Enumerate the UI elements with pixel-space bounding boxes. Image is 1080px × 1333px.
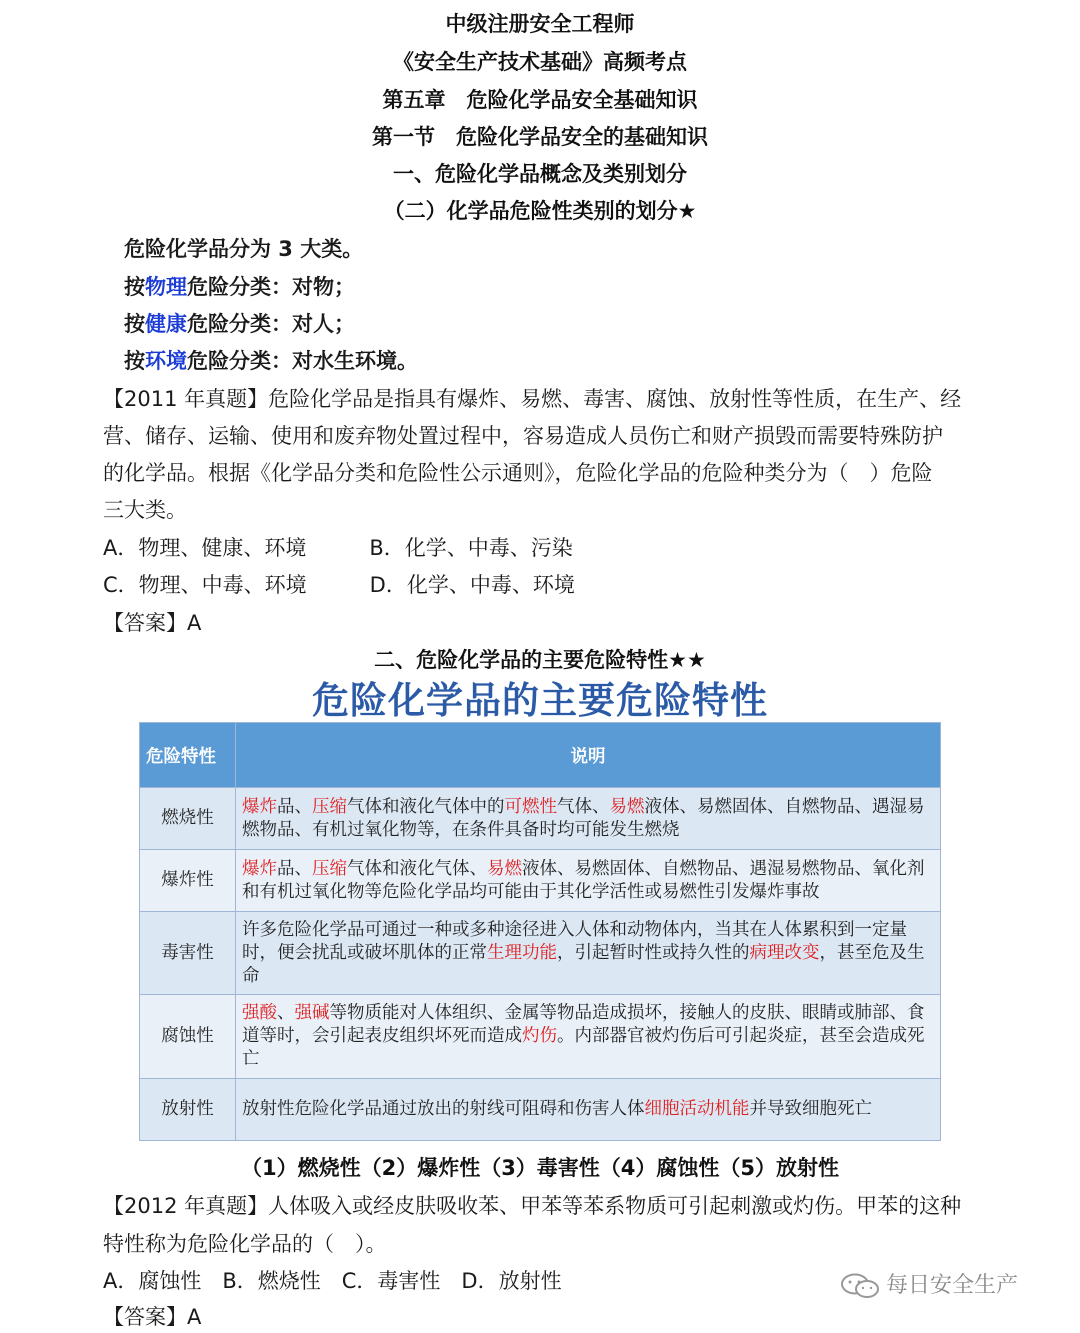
hazard-name-cell: 放射性 — [140, 1079, 236, 1141]
hazard-description-cell — [236, 788, 941, 850]
highlight-text: 易燃 — [487, 858, 522, 879]
highlight-text: 强碱 — [294, 1003, 330, 1023]
hazard-table-title: 危险化学品的主要危险特性 — [312, 679, 768, 722]
highlight-text: 灼伤 — [522, 1026, 557, 1046]
classification-item: 按健康危险分类：对人； — [124, 312, 355, 336]
q2012-answer: 【答案】A — [103, 1305, 202, 1329]
table-header-row — [140, 723, 941, 788]
description-text: 许多危险化学品可通过一种或多种途径进入人体和动物体内，当其在人体累积到一定量时，便会扰乱或破坏肌体的正常 — [242, 919, 907, 963]
doc-title: 中级注册安全工程师 — [445, 12, 635, 36]
table-row — [140, 912, 941, 995]
highlight-text: 强酸 — [242, 1003, 277, 1023]
hazard-name-cell: 毒害性 — [140, 912, 236, 995]
highlight-text: 可燃性 — [504, 796, 557, 817]
description-text: ，引起暂时性或持久性的 — [557, 942, 750, 963]
classification-intro: 危险化学品分为 3 大类。 — [124, 237, 364, 261]
hazard-table — [139, 722, 941, 1141]
table-row — [140, 1079, 941, 1141]
q2011-options-ab: A．物理、健康、环境 B．化学、中毒、污染 — [103, 536, 573, 560]
description-text: 并导致细胞死亡 — [749, 1099, 872, 1119]
highlight-text: 压缩 — [312, 858, 347, 879]
q2012-options: A．腐蚀性 B．燃烧性 C．毒害性 D．放射性 — [103, 1269, 562, 1293]
keyword-physical: 物理 — [145, 275, 187, 299]
section2-heading: 二、危险化学品的主要危险特性★★ — [374, 648, 706, 672]
column-header-hazard: 危险特性 — [140, 723, 236, 788]
highlight-text: 易燃 — [609, 796, 645, 817]
description-text: 液体、易燃固体、自燃物品、遇湿易燃物品、有机过氧化物等，在条件具备时均可能发生燃烧 — [242, 796, 925, 840]
subsection-heading: 一、危险化学品概念及类别划分 — [393, 162, 687, 186]
q2011-line: 【2011 年真题】危险化学品是指具有爆炸、易燃、毒害、腐蚀、放射性等性质，在生产、经 — [103, 387, 962, 411]
q2012-line: 【2012 年真题】人体吸入或经皮肤吸收苯、甲苯等苯系物质可引起刺激或灼伤。甲苯的这种 — [103, 1194, 962, 1218]
section-heading: 第一节 危险化学品安全的基础知识 — [372, 125, 708, 149]
hazard-description-cell — [236, 995, 941, 1079]
q2011-answer: 【答案】A — [103, 611, 202, 635]
q2011-options-cd: C．物理、中毒、环境 D．化学、中毒、环境 — [103, 573, 575, 597]
highlight-text: 细胞活动机能 — [644, 1099, 750, 1119]
q2011-line: 三大类。 — [103, 498, 187, 522]
description-text: 品、 — [277, 796, 312, 817]
description-text: 气体、 — [557, 796, 610, 817]
hazard-summary: （1）燃烧性（2）爆炸性（3）毒害性（4）腐蚀性（5）放射性 — [240, 1156, 840, 1180]
description-text: 气体和液化气体、 — [347, 858, 487, 879]
doc-subtitle: 《安全生产技术基础》高频考点 — [393, 50, 687, 74]
hazard-description-cell — [236, 912, 941, 995]
watermark-text: 每日安全生产 — [886, 1273, 1019, 1298]
hazard-description-cell — [236, 1079, 941, 1141]
highlight-text: 压缩 — [312, 796, 347, 817]
column-header-description: 说明 — [236, 723, 941, 788]
highlight-text: 爆炸 — [242, 796, 277, 817]
highlight-text: 生理功能 — [487, 942, 557, 963]
table-row — [140, 995, 941, 1079]
description-text: 等物质能对人体组织、金属等物品造成损坏，接触人的皮肤、眼睛或肺部、食道等时，会引起表皮组织坏死而造成 — [242, 1003, 925, 1046]
table-row — [140, 850, 941, 912]
description-text: ，甚至危及生命 — [242, 942, 925, 986]
description-text: 放射性危险化学品通过放出的射线可阻碍和伤害人体 — [242, 1099, 645, 1119]
description-text: 气体和液化气体中的 — [347, 796, 505, 817]
q2011-line: 营、储存、运输、使用和废弃物处置过程中，容易造成人员伤亡和财产损毁而需要特殊防护 — [103, 424, 943, 448]
wechat-icon — [840, 1273, 880, 1299]
classification-item: 按环境危险分类：对水生环境。 — [124, 349, 418, 373]
table-row — [140, 788, 941, 850]
q2011-line: 的化学品。根据《化学品分类和危险性公示通则》，危险化学品的危险种类分为（ ）危险 — [103, 461, 933, 485]
chapter-heading: 第五章 危险化学品安全基础知识 — [382, 88, 698, 112]
hazard-name-cell: 爆炸性 — [140, 850, 236, 912]
keyword-environment: 环境 — [145, 349, 187, 373]
hazard-name-cell: 燃烧性 — [140, 788, 236, 850]
highlight-text: 爆炸 — [242, 858, 277, 879]
description-text: 品、 — [277, 858, 312, 879]
description-text: 、 — [277, 1003, 295, 1023]
q2012-line: 特性称为危险化学品的（ ）。 — [103, 1232, 387, 1256]
highlight-text: 病理改变 — [749, 942, 820, 963]
description-text: 。内部器官被灼伤后可引起炎症，甚至会造成死亡 — [242, 1026, 925, 1069]
subsubsection-heading: （二）化学品危险性类别的划分★ — [383, 199, 697, 223]
keyword-health: 健康 — [145, 312, 187, 336]
hazard-description-cell — [236, 850, 941, 912]
watermark — [840, 1268, 1018, 1299]
hazard-name-cell: 腐蚀性 — [140, 995, 236, 1079]
description-text: 液体、易燃固体、自燃物品、遇湿易燃物品、氧化剂和有机过氧化物等危险化学品均可能由于其化学活性或易燃性引发爆炸事故 — [242, 858, 925, 902]
classification-item: 按物理危险分类：对物； — [124, 275, 355, 299]
